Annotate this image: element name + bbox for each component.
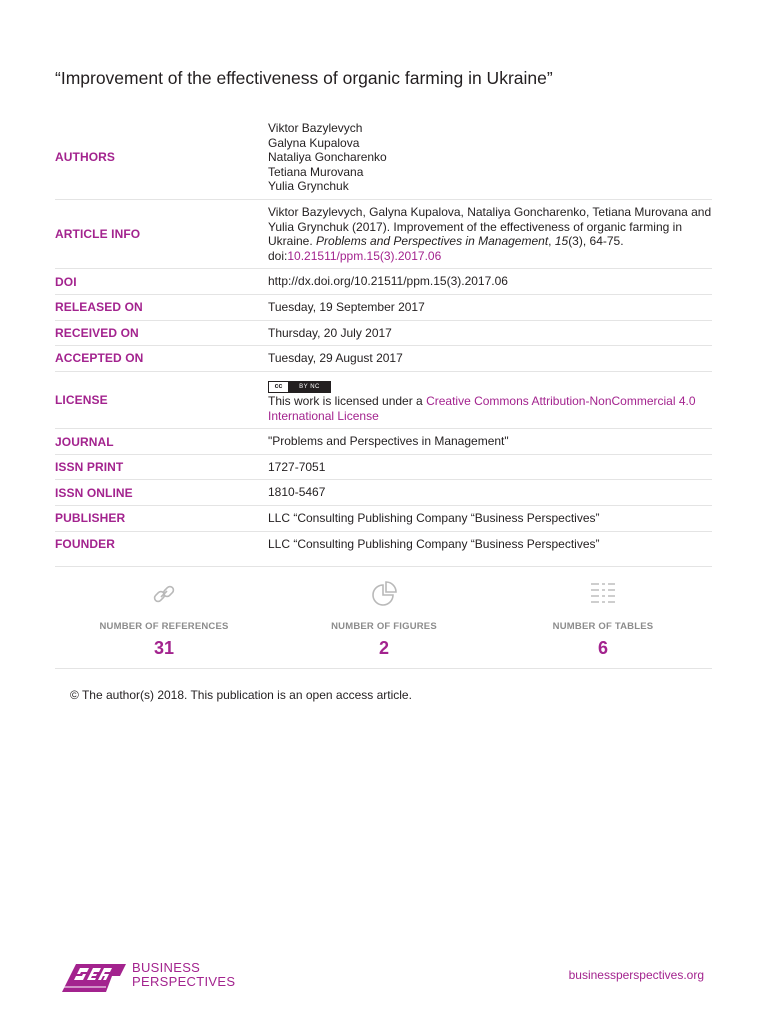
logo-mark-icon xyxy=(62,958,126,992)
citation-text: Viktor Bazylevych, Galyna Kupalova, Nataliya Goncharenko, Tetiana Murovana and Yulia Grynchuk (2017). Improvement of the effectiveness of organic farming in Ukraine. xyxy=(268,204,712,249)
issn-online-label: ISSN ONLINE xyxy=(55,485,133,500)
references-label: NUMBER OF REFERENCES xyxy=(99,621,229,632)
citation-separator: , xyxy=(548,234,555,249)
license-text: This work is licensed under a xyxy=(268,394,427,409)
accepted-on-value: Tuesday, 29 August 2017 xyxy=(268,351,403,366)
citation-doi-prefix: doi: xyxy=(268,248,288,263)
issn-print-value: 1727-7051 xyxy=(268,459,326,474)
references-stat xyxy=(74,577,254,659)
tables-label: NUMBER OF TABLES xyxy=(552,621,654,632)
license-value xyxy=(268,372,712,428)
received-on-label: RECEIVED ON xyxy=(55,325,139,340)
logo-line-1: BUSINESS xyxy=(132,960,201,975)
issn-online-row xyxy=(55,480,712,506)
author-name: Nataliya Goncharenko xyxy=(268,150,387,165)
publisher-value: LLC “Consulting Publishing Company “Business Perspectives” xyxy=(268,510,600,525)
authors-label: AUTHORS xyxy=(55,150,116,165)
citation-journal: Problems and Perspectives in Management xyxy=(316,234,549,249)
article-stats xyxy=(55,566,712,669)
author-name: Yulia Grynchuk xyxy=(268,179,349,194)
license-link[interactable]: Creative Commons Attribution-NonCommercial 4.0 International License xyxy=(268,394,696,423)
publisher-row xyxy=(55,506,712,532)
released-on-value: Tuesday, 19 September 2017 xyxy=(268,299,425,314)
released-on-label: RELEASED ON xyxy=(55,300,143,315)
issn-print-row xyxy=(55,455,712,481)
tables-stat xyxy=(513,577,693,659)
journal-value: "Problems and Perspectives in Management" xyxy=(268,434,509,449)
issn-online-value: 1810-5467 xyxy=(268,485,326,500)
founder-value: LLC “Consulting Publishing Company “Business Perspectives” xyxy=(268,536,600,551)
logo-wordmark xyxy=(132,961,235,989)
table-icon xyxy=(513,577,693,611)
authors-list xyxy=(268,116,712,199)
business-perspectives-logo[interactable] xyxy=(62,958,235,992)
logo-line-2: PERSPECTIVES xyxy=(132,974,236,989)
received-on-row xyxy=(55,321,712,347)
author-name: Viktor Bazylevych xyxy=(268,121,363,135)
cc-license-badge-icon[interactable] xyxy=(268,381,331,393)
released-on-row xyxy=(55,295,712,321)
accepted-on-label: ACCEPTED ON xyxy=(55,351,144,366)
journal-row xyxy=(55,429,712,455)
website-link[interactable]: businessperspectives.org xyxy=(568,968,704,982)
publisher-label: PUBLISHER xyxy=(55,511,126,526)
references-count: 31 xyxy=(153,638,175,658)
founder-label: FOUNDER xyxy=(55,536,116,551)
figures-label: NUMBER OF FIGURES xyxy=(331,621,437,632)
citation-volume: 15 xyxy=(554,234,569,249)
founder-row xyxy=(55,532,712,557)
citation-doi-link[interactable]: 10.21511/ppm.15(3).2017.06 xyxy=(287,248,442,263)
accepted-on-row xyxy=(55,346,712,372)
doi-label: DOI xyxy=(55,274,77,289)
article-metadata-table xyxy=(55,116,712,556)
pie-chart-icon xyxy=(294,577,474,611)
authors-row xyxy=(55,116,712,200)
citation-pages: (3), 64-75. xyxy=(568,234,624,249)
article-info-citation xyxy=(268,200,712,268)
doi-row xyxy=(55,269,712,295)
doi-value[interactable]: http://dx.doi.org/10.21511/ppm.15(3).2017.06 xyxy=(268,274,508,289)
license-label: LICENSE xyxy=(55,392,108,407)
journal-label: JOURNAL xyxy=(55,434,114,449)
tables-count: 6 xyxy=(597,638,608,658)
figures-stat xyxy=(294,577,474,659)
open-access-note: © The author(s) 2018. This publication is an open access article. xyxy=(70,688,412,702)
received-on-value: Thursday, 20 July 2017 xyxy=(268,325,392,340)
license-row xyxy=(55,372,712,429)
link-icon xyxy=(74,577,254,611)
issn-print-label: ISSN PRINT xyxy=(55,460,124,475)
figures-count: 2 xyxy=(378,638,389,658)
cc-badge-left: cc xyxy=(269,382,289,392)
cc-badge-right: BY NC xyxy=(289,382,330,392)
article-info-row xyxy=(55,200,712,269)
article-info-label: ARTICLE INFO xyxy=(55,227,141,242)
author-name: Galyna Kupalova xyxy=(268,135,360,150)
article-title: “Improvement of the effectiveness of organic farming in Ukraine” xyxy=(55,68,553,88)
author-name: Tetiana Murovana xyxy=(268,164,364,179)
